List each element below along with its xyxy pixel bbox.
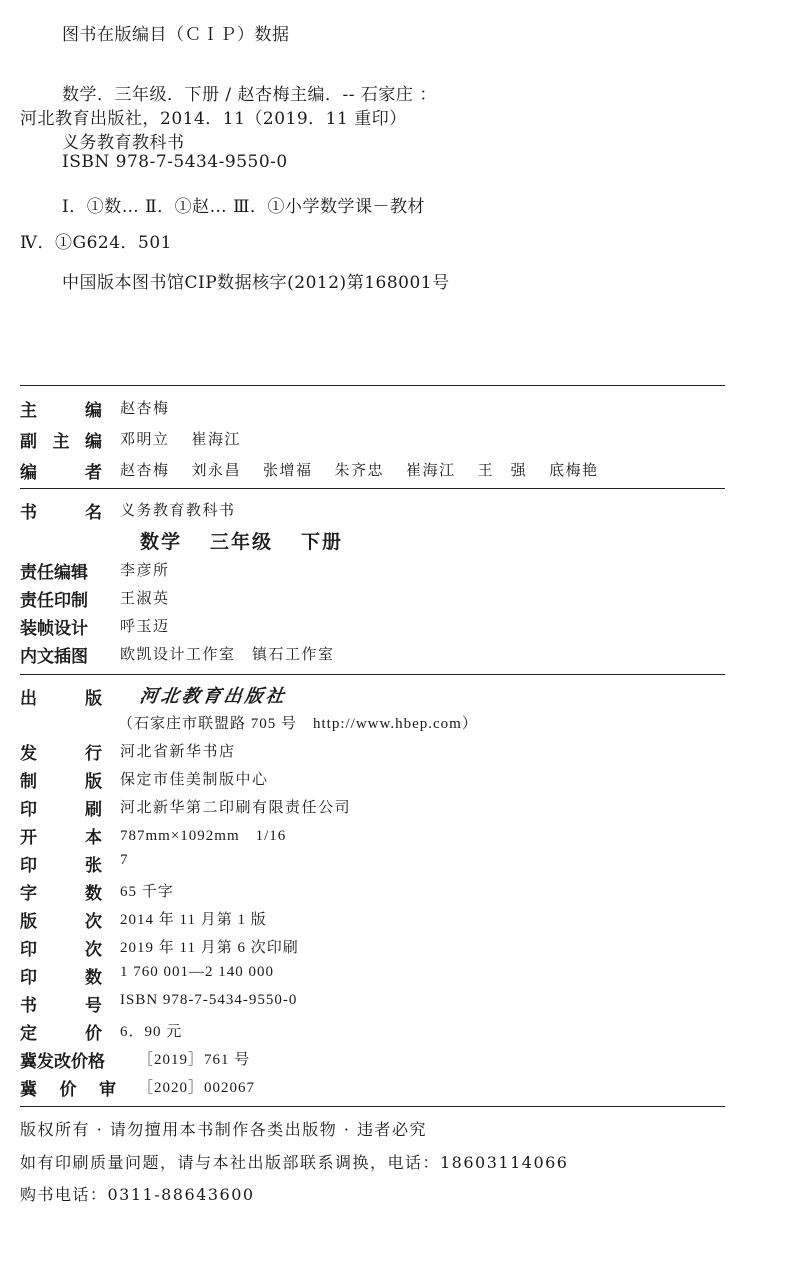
- copyright-notice: 版权所有 · 请勿擅用本书制作各类出版物 · 违者必究: [20, 1120, 428, 1139]
- author-name: 王 强: [477, 461, 528, 479]
- author-name: 张增福: [263, 461, 313, 479]
- publisher-logo: 河北教育出版社: [138, 686, 289, 707]
- wordcount-label: 字 数: [20, 884, 102, 904]
- cip-line-record: 中国版本图书馆CIP数据核字(2012)第168001号: [62, 273, 450, 293]
- illustration-label: 内文插图: [20, 647, 88, 667]
- price-value: 6．90 元: [120, 1024, 183, 1040]
- binding-design-value: 呼玉迈: [120, 617, 170, 635]
- price-approval-value: ［2019］761 号: [138, 1052, 251, 1068]
- print-run-value: 1 760 001—2 140 000: [120, 964, 274, 980]
- edition-label: 版 次: [20, 912, 102, 932]
- printing-value: 河北新华第二印刷有限责任公司: [120, 798, 352, 816]
- wordcount-value: 65 千字: [120, 884, 174, 900]
- isbn-value: ISBN 978-7-5434-9550-0: [120, 992, 298, 1008]
- platemaking-value: 保定市佳美制版中心: [120, 770, 269, 788]
- binding-design-label: 装帧设计: [20, 619, 88, 639]
- book-title-grade: 三年级: [210, 531, 274, 553]
- responsible-editor-label: 责任编辑: [20, 563, 88, 583]
- deputy-editor-label: 副主编: [20, 432, 102, 452]
- cip-line-publisher: 河北教育出版社，2014．11（2019．11 重印）: [20, 109, 407, 129]
- platemaking-label: 制 版: [20, 772, 102, 792]
- price-approval-label: 冀发改价格: [20, 1052, 105, 1072]
- distribution-label: 发 行: [20, 744, 102, 764]
- format-value: 787mm×1092mm 1/16: [120, 828, 287, 844]
- price-review-label: 冀价审: [20, 1080, 116, 1100]
- book-title-subject: 数学: [140, 531, 183, 553]
- cip-line-classification: Ⅰ．①数… Ⅱ．①赵… Ⅲ．①小学数学课－教材: [62, 197, 425, 217]
- author-name: 赵杏梅: [120, 461, 170, 479]
- cip-line-clc: Ⅳ．①G624．501: [20, 233, 172, 253]
- isbn-label: 书 号: [20, 996, 102, 1016]
- deputy-editor-name: 崔海江: [191, 430, 242, 448]
- impression-value: 2019 年 11 月第 6 次印刷: [120, 940, 299, 956]
- purchase-phone: 购书电话：0311-88643600: [20, 1185, 255, 1204]
- responsible-editor-value: 李彦所: [120, 561, 170, 579]
- sheets-value: 7: [120, 852, 129, 868]
- price-label: 定 价: [20, 1024, 102, 1044]
- divider: [20, 488, 725, 489]
- author-name: 刘永昌: [191, 461, 242, 479]
- deputy-editor-values: [120, 428, 263, 449]
- book-series: 义务教育教科书: [120, 501, 236, 519]
- format-label: 开 本: [20, 828, 102, 848]
- author-name: 朱齐忠: [334, 461, 385, 479]
- print-run-label: 印 数: [20, 968, 102, 988]
- cip-line-isbn: ISBN 978-7-5434-9550-0: [62, 152, 288, 172]
- book-name-label: 书 名: [20, 503, 102, 523]
- illustration-value: 欧凯设计工作室 镇石工作室: [120, 645, 335, 663]
- publisher-address: （石家庄市联盟路 705 号 http://www.hbep.com）: [118, 716, 478, 732]
- book-title: [140, 527, 371, 554]
- quality-notice: 如有印刷质量问题，请与本社出版部联系调换，电话：18603114066: [20, 1153, 569, 1172]
- cip-line-series: 义务教育教科书: [62, 133, 185, 153]
- impression-label: 印 次: [20, 940, 102, 960]
- chief-editor-value: 赵杏梅: [120, 399, 170, 417]
- cip-heading: 图书在版编目（ＣＩＰ）数据: [62, 25, 290, 45]
- price-review-value: ［2020］002067: [138, 1080, 256, 1096]
- edition-value: 2014 年 11 月第 1 版: [120, 912, 267, 928]
- distribution-value: 河北省新华书店: [120, 742, 236, 760]
- author-name: 崔海江: [406, 461, 456, 479]
- divider: [20, 674, 725, 675]
- publisher-label: 出 版: [20, 689, 102, 709]
- divider: [20, 385, 725, 386]
- responsible-print-label: 责任印制: [20, 591, 88, 611]
- deputy-editor-name: 邓明立: [120, 430, 170, 448]
- sheets-label: 印 张: [20, 856, 102, 876]
- cip-line-title: 数学．三年级．下册 / 赵杏梅主编．-- 石家庄 ：: [62, 85, 437, 105]
- authors-values: [120, 459, 621, 480]
- chief-editor-label: 主 编: [20, 401, 102, 421]
- printing-label: 印 刷: [20, 800, 102, 820]
- author-name: 底梅艳: [549, 461, 599, 479]
- divider: [20, 1106, 725, 1107]
- book-title-volume: 下册: [301, 531, 344, 553]
- authors-label: 编 者: [20, 463, 102, 483]
- responsible-print-value: 王淑英: [120, 589, 170, 607]
